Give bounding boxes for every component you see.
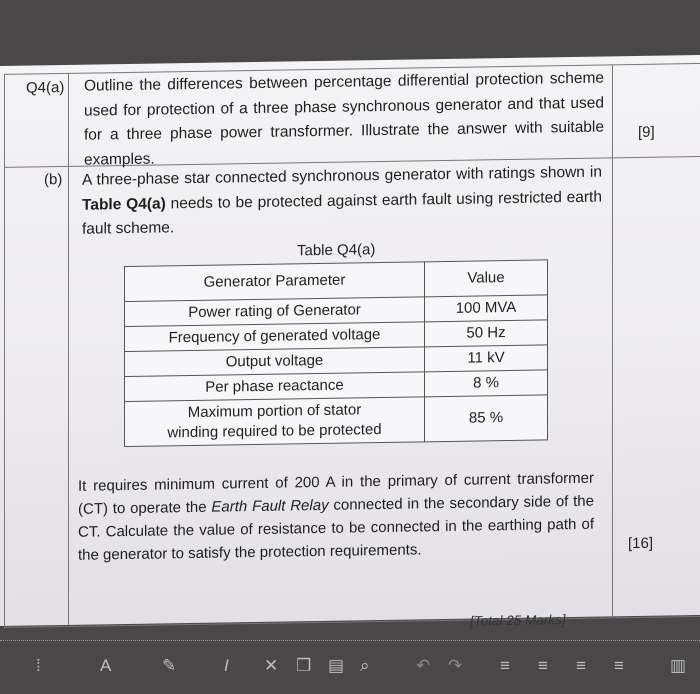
table-cell-parameter: Power rating of Generator [125,297,425,327]
table-cell-value: 50 Hz [425,320,548,347]
question-text-q4a: Outline the differences between percentage differential protection scheme used for protection of a three phase synchronous generator and that used for a three phase power transformer. Illustrate the answer with suitable examples. [84,69,604,169]
table-cell-parameter: Frequency of generated voltage [125,322,425,352]
question-text-q4b-part2 [78,467,594,567]
exam-page [0,55,700,629]
intro-text-2: needs to be protected against earth fault using restricted earth fault scheme. [82,188,602,238]
table-row [125,395,548,447]
table-reference: Table Q4(a) [82,194,166,214]
table-cell-value: 11 kV [425,345,548,372]
column-divider-label [68,73,69,625]
intro-text-1: A three-phase star connected synchronous generator with ratings shown in [82,163,602,189]
table-cell-value: 8 % [425,370,548,397]
bar-chart-icon[interactable]: ▥ [670,656,687,675]
paste-icon[interactable]: ▤ [328,656,345,675]
calc-text-2: connected in the secondary side of the CT. Calculate the value of resistance to be connected in the earthing path of the generator to satisfy the protection requirements. [78,492,594,564]
copy-icon[interactable]: ❐ [296,656,312,675]
table-cell-parameter: Maximum portion of stator winding required to be protected [125,397,425,447]
calc-text-1: It requires minimum current of 200 A in the primary of current transformer (CT) to operate the [78,469,594,518]
table-cell-parameter: Per phase reactance [125,372,425,402]
undo-icon[interactable]: ↶ [416,656,431,675]
table-cell-value: 100 MVA [425,295,548,322]
justify-icon[interactable]: ≡ [614,656,624,675]
marks-q4a: [9] [638,123,655,141]
italic-icon[interactable]: I [224,656,229,675]
cut-icon[interactable]: ✕ [264,656,279,675]
editor-toolbar [0,648,700,688]
table-cell-value: 85 % [425,395,548,442]
marks-q4b: [16] [628,534,654,553]
align-left-icon[interactable]: ≡ [500,656,510,675]
question-text-q4b [82,161,602,243]
generator-table [124,259,548,447]
table-header-value: Value [425,260,548,297]
total-marks: [Total 25 Marks] [470,612,566,629]
table-title: Table Q4(a) [297,241,376,260]
table-header-parameter: Generator Parameter [125,262,425,302]
redo-icon[interactable]: ↷ [448,656,463,675]
list-icon[interactable]: ⁞ [36,656,41,675]
align-center-icon[interactable]: ≡ [538,656,548,675]
column-divider-marks [612,64,613,616]
question-label-q4a: Q4(a) [26,78,65,97]
ruler-line [0,640,700,641]
question-label-q4b: (b) [44,171,63,189]
highlight-icon[interactable]: ✎ [162,656,177,675]
search-icon[interactable]: ⌕ [360,656,370,675]
align-right-icon[interactable]: ≡ [576,656,586,675]
table-cell-parameter: Output voltage [125,347,425,377]
relay-name: Earth Fault Relay [211,496,329,516]
font-color-icon[interactable]: A [100,656,112,675]
